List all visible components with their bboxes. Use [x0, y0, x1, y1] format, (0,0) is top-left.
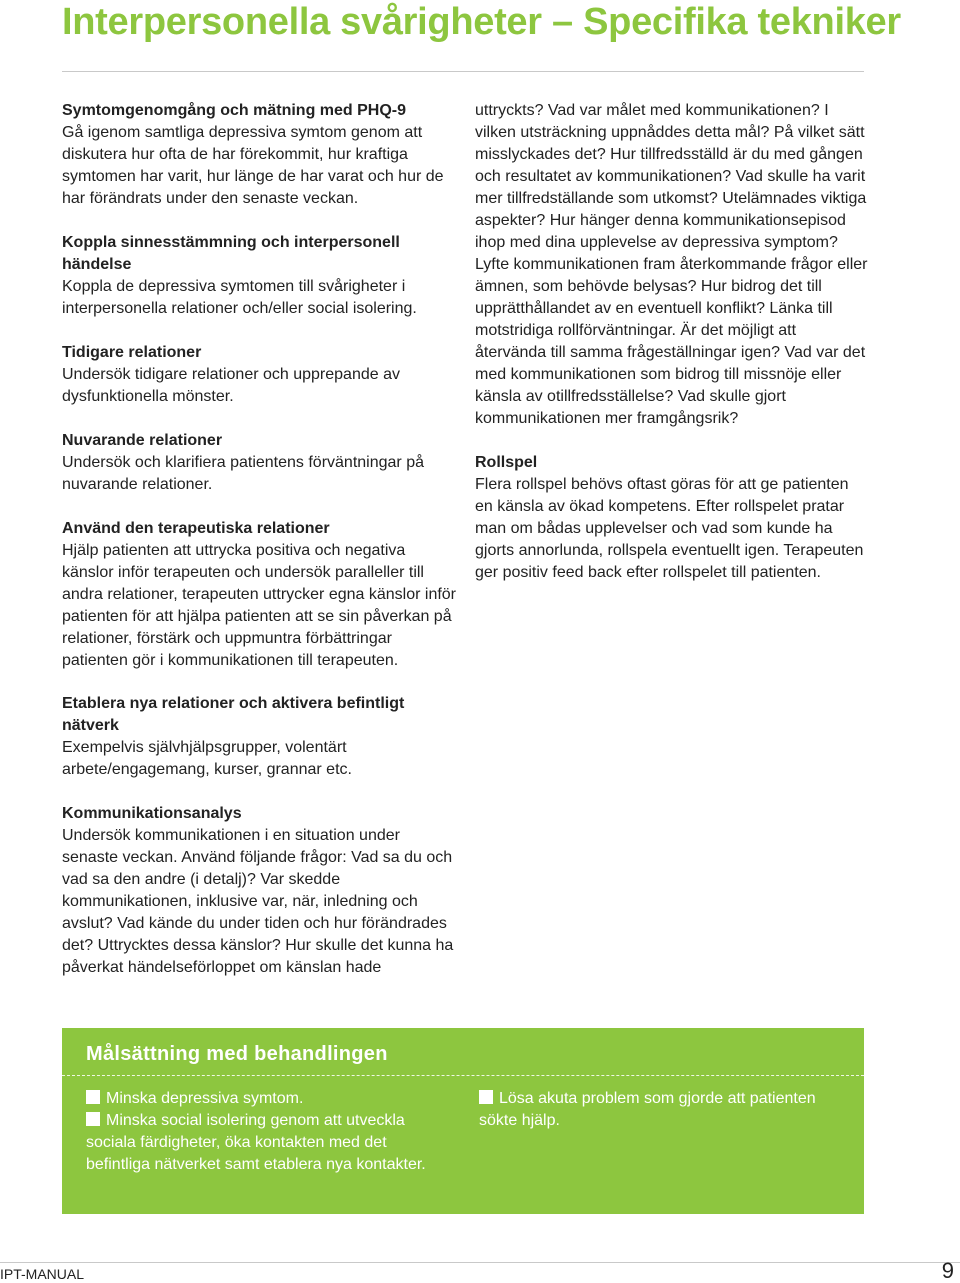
square-bullet-icon: [86, 1112, 100, 1126]
goal-item: [479, 1088, 829, 1132]
section-current-relations: [62, 430, 460, 496]
footer-label: IPT-MANUAL: [0, 1266, 85, 1282]
goal-list-right: [479, 1088, 829, 1132]
section-body: uttryckts? Vad var målet med kommunikationen? I vilken utsträckning uppnåddes detta mål? På vilket sätt misslyckades det? Hur tillfredsställd är du med gången och resultatet av kommunikationen? Vad skulle ha varit mer tillfredställande som utkomst? Utelämnades viktiga aspekter? Hur hänger denna kommunikationsepisod ihop med dina upplevelse av depressiva symptom? Lyfte kommunikationen fram återkommande frågor eller ämnen, som behövde belysas? Hur bidrog det till upprätthållandet av en eventuell konflikt? Länka till motstridiga rollförväntningar. Är det möjligt att återvända till samma frågeställningar igen? Vad var det med kommunikationen som bidrog till missnöje eller känsla av otillfredsställelse? Vad skulle gjort kommunikationen mer framgångsrik?: [475, 102, 868, 427]
square-bullet-icon: [86, 1090, 100, 1104]
section-heading: Nuvarande relationer: [62, 432, 223, 449]
left-column-lower: [62, 693, 460, 1001]
section-communication-continued: [475, 100, 870, 430]
goal-list-left: [86, 1088, 454, 1176]
goal-item-text: Minska social isolering genom att utveckla sociala färdigheter, öka kontakten med det befintliga nätverket samt etablera nya kontakter.: [86, 1112, 426, 1173]
section-mood-link: [62, 232, 460, 320]
section-body: Koppla de depressiva symtomen till svårigheter i interpersonella relationer och/eller social isolering.: [62, 278, 417, 317]
footer-divider: [0, 1262, 960, 1263]
left-column: [62, 100, 460, 694]
goal-item: [86, 1110, 454, 1176]
section-new-relations: [62, 693, 460, 781]
section-heading: Koppla sinnesstämmning och interpersonell händelse: [62, 234, 400, 273]
treatment-goals-box: [62, 1028, 864, 1214]
section-body: Undersök kommunikationen i en situation under senaste veckan. Använd följande frågor: Vad sa du och vad sa den andre (i detalj)? Var skedde kommunikationen, inklusive var, när, inledning och avslut? Vad kände du under tiden och hur förändrades det? Uttrycktes dessa känslor? Hur skulle det kunna ha påverkat händelseförloppet om känslan hade: [62, 827, 454, 976]
goal-item-text: Minska depressiva symtom.: [106, 1090, 304, 1107]
section-roleplay: [475, 452, 870, 584]
goal-box-title: Målsättning med behandlingen: [86, 1043, 388, 1065]
section-body: Undersök och klarifiera patientens förväntningar på nuvarande relationer.: [62, 454, 424, 493]
goal-item-text: Lösa akuta problem som gjorde att patienten sökte hjälp.: [479, 1090, 816, 1129]
page-number: 9: [941, 1258, 954, 1283]
section-heading: Tidigare relationer: [62, 344, 202, 361]
section-phq9: [62, 100, 460, 210]
section-body: Gå igenom samtliga depressiva symtom genom att diskutera hur ofta de har förekommit, hur kraftiga symtomen har varit, hur länge de har varat och hur de har förändrats under den senaste veckan.: [62, 124, 444, 207]
square-bullet-icon: [479, 1090, 493, 1104]
section-heading: Rollspel: [475, 454, 538, 471]
page-title: Interpersonella svårigheter – Specifika tekniker: [62, 1, 901, 43]
section-heading: Använd den terapeutiska relationer: [62, 520, 330, 537]
section-body: Hjälp patienten att uttrycka positiva och negativa känslor inför terapeuten och undersök paralleller till andra relationer, terapeuten uttrycker egna känslor inför patienten för att hjälpa patienten att se sin påverkan på relationer, förstärk och uppmuntra förbättringar patienten gör i kommunikationen till terapeuten.: [62, 542, 457, 669]
section-past-relations: [62, 342, 460, 408]
section-communication-analysis: [62, 803, 460, 979]
section-heading: Kommunikationsanalys: [62, 805, 242, 822]
section-body: Flera rollspel behövs oftast göras för att ge patienten en känsla av ökad kompetens. Efter rollspelet pratar man om bådas upplevelser och vad som kunde ha gjorts annorlunda, rollspela eventuellt igen. Terapeuten ger positiv feed back efter rollspelet till patienten.: [475, 476, 864, 581]
section-body: Exempelvis självhjälpsgrupper, volentärt arbete/engagemang, kurser, grannar etc.: [62, 739, 352, 778]
section-body: Undersök tidigare relationer och upprepande av dysfunktionella mönster.: [62, 366, 400, 405]
goal-item: [86, 1088, 454, 1110]
title-divider: [62, 71, 864, 72]
section-therapeutic-relation: [62, 518, 460, 672]
goal-box-divider: [62, 1075, 864, 1076]
right-column: [475, 100, 870, 606]
section-heading: Symtomgenomgång och mätning med PHQ-9: [62, 102, 407, 119]
section-heading: Etablera nya relationer och aktivera befintligt nätverk: [62, 695, 405, 734]
